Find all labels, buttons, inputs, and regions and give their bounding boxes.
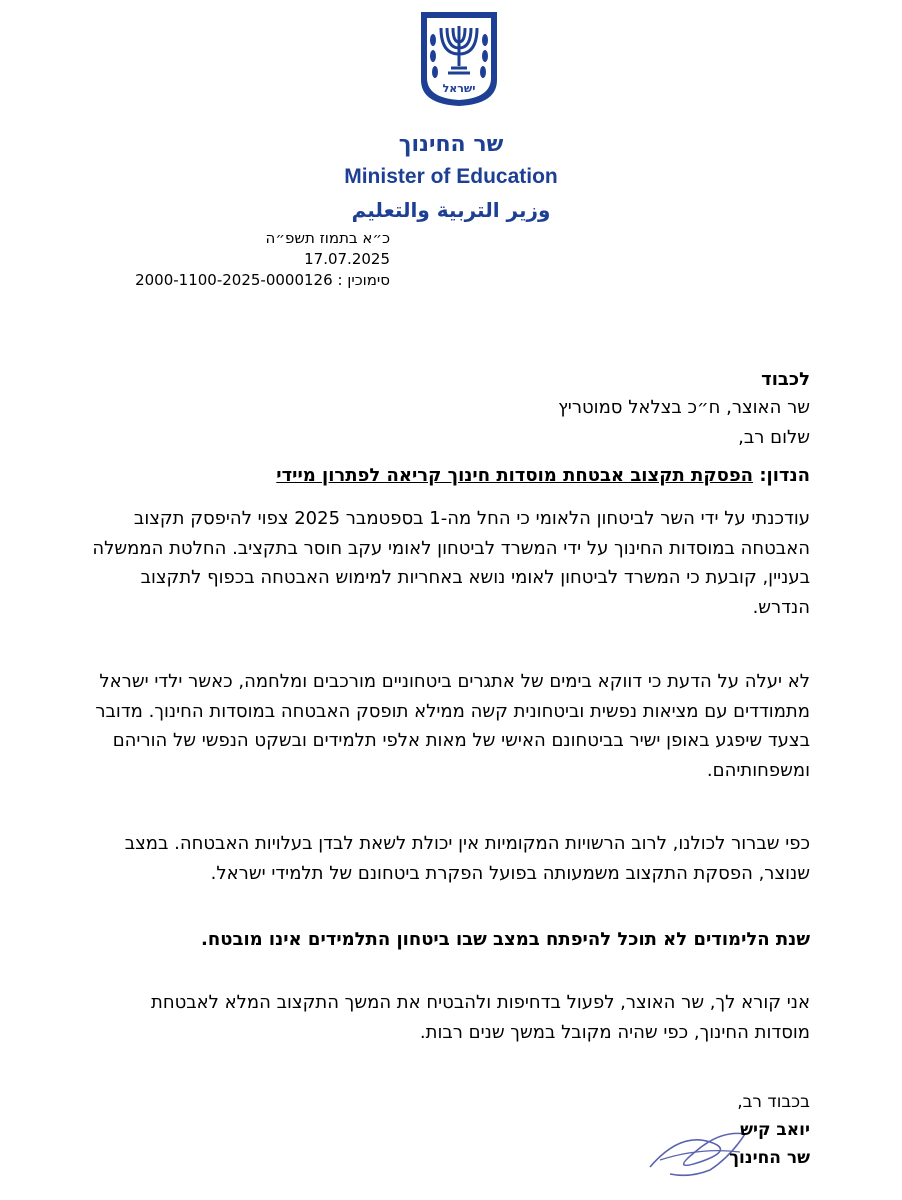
- subject-line: [90, 462, 810, 490]
- body-paragraph-emphasis: שנת הלימודים לא תוכל להיפתח במצב שבו ביטחון התלמידים אינו מובטח.: [201, 929, 810, 950]
- body-paragraph: לא יעלה על הדעת כי דווקא בימים של אתגרים ביטחוניים מורכבים ומלחמה, כאשר ילדי ישראל מתמודדים עם מציאות נפשית וביטחונית קשה ממילא תופסק האבטחה במוסדות החינוך. מדובר בצעד שיפגע באופן ישיר בביטחונם האישי של מאות אלפי תלמידים ובשקט הנפשי של הוריהם ומשפחותיהם.: [95, 671, 810, 781]
- state-emblem-icon: [418, 10, 500, 108]
- hebrew-date: כ״א בתמוז תשפ״ה: [265, 229, 390, 247]
- letter-metadata: [90, 228, 390, 291]
- body-paragraph: עודכנתי על ידי השר לביטחון הלאומי כי החל מה-1 בספטמבר 2025 צפוי להיפסק תקצוב האבטחה במוסדות החינוך על ידי המשרד לביטחון לאומי עקב חוסר בתקציב. החלטת הממשלה בעניין, קובעת כי המשרד לביטחון לאומי נושא באחריות למימוש האבטחה בכפוף לתקצוב הנדרש.: [92, 508, 810, 618]
- reference-line: [90, 270, 390, 291]
- emblem-caption: ישראל: [442, 82, 476, 95]
- reference-number: 2000-1100-2025-0000126: [135, 271, 333, 289]
- gregorian-date: 17.07.2025: [304, 250, 390, 268]
- reference-label: סימוכין :: [337, 271, 390, 289]
- closing-block: [510, 1088, 810, 1172]
- title-english: Minister of Education: [344, 165, 558, 188]
- closing-regards: בכבוד רב,: [737, 1092, 810, 1112]
- greeting: שלום רב,: [738, 427, 810, 448]
- title-arabic: وزير التربية والتعليم: [351, 198, 551, 222]
- subject-label: הנדון:: [759, 465, 810, 486]
- signatory-name: יואב קיש: [740, 1120, 810, 1140]
- recipient-block: [90, 366, 810, 422]
- title-hebrew: שר החינוך: [398, 132, 504, 157]
- signatory-title: שר החינוך: [729, 1148, 810, 1168]
- recipient-name: שר האוצר, ח״כ בצלאל סמוטריץ: [558, 397, 810, 418]
- recipient-label: לכבוד: [761, 369, 810, 390]
- subject-text: הפסקת תקצוב אבטחת מוסדות חינוך קריאה לפתרון מיידי: [276, 465, 754, 486]
- body-paragraph: כפי שברור לכולנו, לרוב הרשויות המקומיות אין יכולת לשאת לבדן בעלויות האבטחה. במצב שנוצר, הפסקת התקצוב משמעותה בפועל הפקרת ביטחונם של תלמידי ישראל.: [124, 833, 810, 884]
- body-paragraph: אני קורא לך, שר האוצר, לפעול בדחיפות ולהבטיח את המשך התקצוב המלא לאבטחת מוסדות החינוך, כפי שהיה מקובל במשך שנים רבות.: [150, 992, 810, 1043]
